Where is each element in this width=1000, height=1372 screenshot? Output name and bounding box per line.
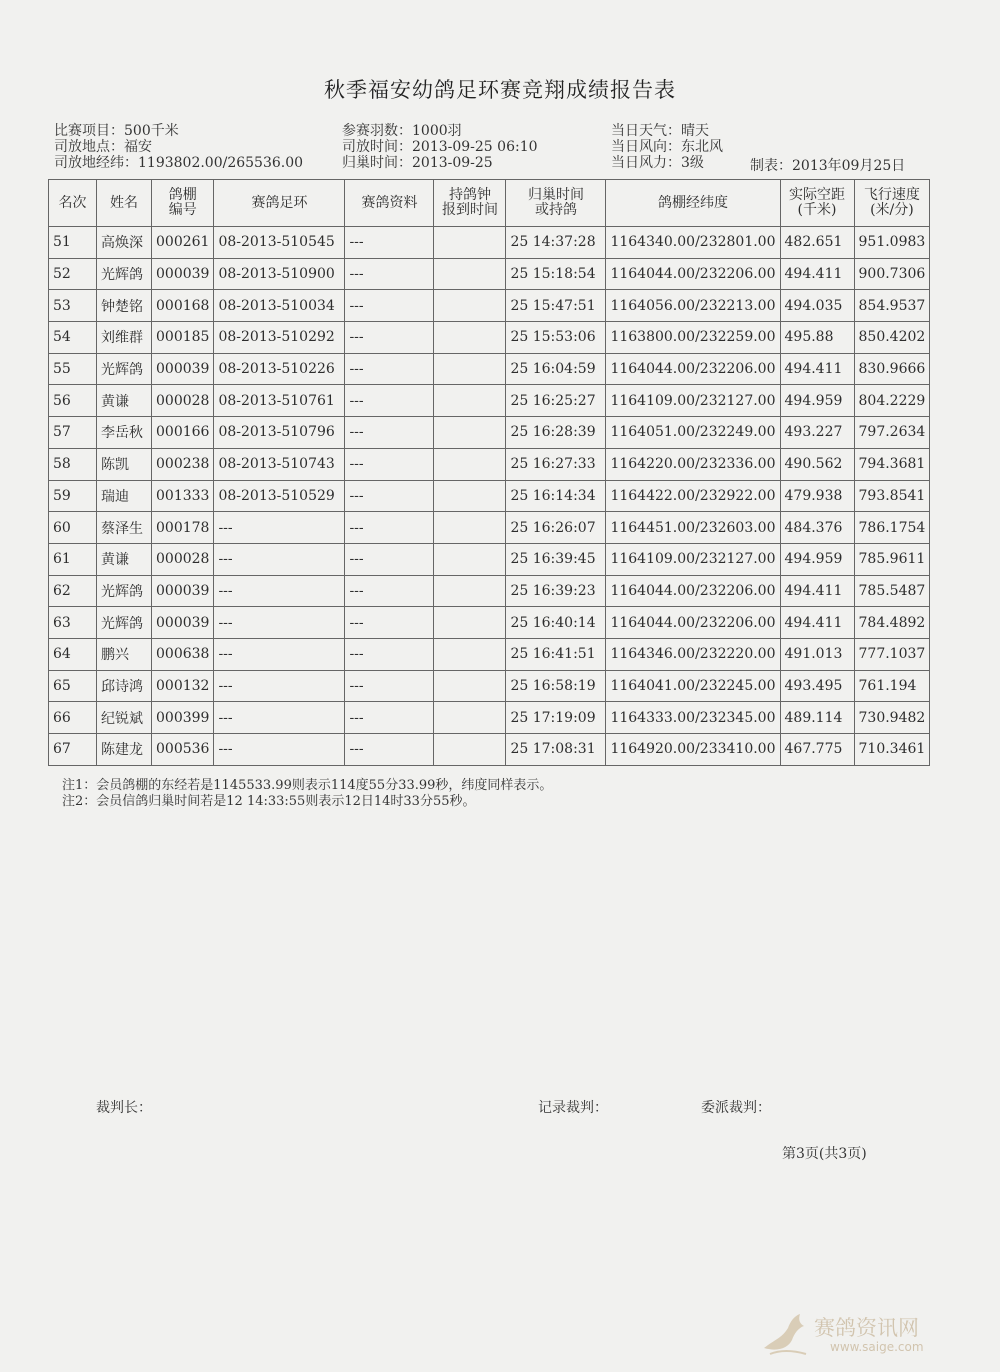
- table-row: [49, 607, 930, 639]
- table-cell: ---: [345, 607, 434, 639]
- table-cell: 1164109.00/232127.00: [606, 385, 780, 417]
- table-cell: 光辉鸽: [97, 575, 152, 607]
- note-2: 注2：会员信鸽归巢时间若是12 14:33:55则表示12日14时33分55秒。: [62, 794, 476, 809]
- table-cell: [434, 734, 506, 766]
- table-cell: 62: [49, 575, 97, 607]
- table-cell: 494.411: [780, 353, 854, 385]
- meta-label: 比赛项目：: [54, 123, 124, 139]
- table-cell: 1164451.00/232603.00: [606, 512, 780, 544]
- table-cell: 08-2013-510796: [214, 417, 345, 449]
- column-header: 赛鸽足环: [214, 180, 345, 227]
- table-cell: 1164044.00/232206.00: [606, 607, 780, 639]
- table-cell: 25 15:18:54: [506, 258, 606, 290]
- table-cell: 黄谦: [97, 385, 152, 417]
- table-row: [49, 480, 930, 512]
- table-cell: ---: [345, 575, 434, 607]
- column-header: 姓名: [97, 180, 152, 227]
- table-cell: [434, 448, 506, 480]
- table-cell: 59: [49, 480, 97, 512]
- table-cell: 1164051.00/232249.00: [606, 417, 780, 449]
- table-cell: [434, 480, 506, 512]
- table-cell: ---: [345, 702, 434, 734]
- table-cell: 494.959: [780, 385, 854, 417]
- table-cell: 1164422.00/232922.00: [606, 480, 780, 512]
- table-cell: ---: [214, 670, 345, 702]
- table-cell: 493.227: [780, 417, 854, 449]
- notes: [62, 778, 552, 810]
- table-cell: ---: [214, 543, 345, 575]
- column-header: 实际空距 (千米): [780, 180, 854, 227]
- table-cell: ---: [345, 480, 434, 512]
- table-cell: 光辉鸽: [97, 607, 152, 639]
- table-cell: ---: [214, 702, 345, 734]
- table-cell: 李岳秋: [97, 417, 152, 449]
- table-cell: 494.035: [780, 290, 854, 322]
- watermark-name: 赛鸽资讯网: [814, 1316, 919, 1340]
- table-cell: [434, 322, 506, 354]
- table-cell: 25 16:58:19: [506, 670, 606, 702]
- table-cell: 25 15:53:06: [506, 322, 606, 354]
- table-row: [49, 322, 930, 354]
- table-cell: 08-2013-510529: [214, 480, 345, 512]
- table-cell: 000039: [152, 353, 214, 385]
- meta-label: 归巢时间：: [342, 155, 412, 171]
- table-cell: 467.775: [780, 734, 854, 766]
- table-cell: 854.9537: [854, 290, 930, 322]
- table-cell: 494.959: [780, 543, 854, 575]
- watermark-url: www.saige.com: [830, 1340, 924, 1354]
- results-table: [48, 179, 930, 766]
- table-cell: 纪锐斌: [97, 702, 152, 734]
- table-cell: 794.3681: [854, 448, 930, 480]
- table-cell: 08-2013-510761: [214, 385, 345, 417]
- report-title: 秋季福安幼鸽足环赛竞翔成绩报告表: [324, 78, 676, 102]
- table-row: [49, 512, 930, 544]
- table-cell: 494.411: [780, 607, 854, 639]
- table-cell: 761.194: [854, 670, 930, 702]
- table-cell: 000178: [152, 512, 214, 544]
- table-row: [49, 638, 930, 670]
- column-header: 鸽棚经纬度: [606, 180, 780, 227]
- table-cell: 25 16:39:23: [506, 575, 606, 607]
- table-cell: 钟楚铭: [97, 290, 152, 322]
- meta-value: 晴天: [681, 123, 709, 139]
- table-cell: 777.1037: [854, 638, 930, 670]
- table-cell: 蔡泽生: [97, 512, 152, 544]
- table-row: [49, 575, 930, 607]
- table-cell: 25 16:26:07: [506, 512, 606, 544]
- meta-column-3: [611, 123, 723, 171]
- table-cell: 瑞迪: [97, 480, 152, 512]
- table-cell: 邱诗鸿: [97, 670, 152, 702]
- table-cell: 光辉鸽: [97, 258, 152, 290]
- table-cell: [434, 543, 506, 575]
- table-cell: 25 14:37:28: [506, 227, 606, 259]
- table-cell: 491.013: [780, 638, 854, 670]
- table-cell: 64: [49, 638, 97, 670]
- column-header: 鸽棚 编号: [152, 180, 214, 227]
- table-cell: 493.495: [780, 670, 854, 702]
- table-row: [49, 670, 930, 702]
- meta-label: 当日风力：: [611, 155, 681, 171]
- meta-column-2: [342, 123, 538, 171]
- column-header: 飞行速度 (米/分): [854, 180, 930, 227]
- table-cell: [434, 575, 506, 607]
- table-cell: 000166: [152, 417, 214, 449]
- table-cell: 1164044.00/232206.00: [606, 258, 780, 290]
- table-cell: 61: [49, 543, 97, 575]
- table-cell: 光辉鸽: [97, 353, 152, 385]
- table-cell: 08-2013-510226: [214, 353, 345, 385]
- meta-value: 2013-09-25 06:10: [412, 139, 538, 155]
- table-cell: 高焕深: [97, 227, 152, 259]
- meta-label: 当日天气：: [611, 123, 681, 139]
- table-row: [49, 417, 930, 449]
- table-cell: 67: [49, 734, 97, 766]
- table-cell: 1164044.00/232206.00: [606, 353, 780, 385]
- meta-value: 1193802.00/265536.00: [138, 155, 304, 171]
- table-cell: 1163800.00/232259.00: [606, 322, 780, 354]
- table-cell: ---: [214, 734, 345, 766]
- table-cell: 25 16:14:34: [506, 480, 606, 512]
- table-cell: 830.9666: [854, 353, 930, 385]
- table-cell: 1164056.00/232213.00: [606, 290, 780, 322]
- table-cell: 66: [49, 702, 97, 734]
- table-cell: ---: [214, 575, 345, 607]
- table-cell: 1164109.00/232127.00: [606, 543, 780, 575]
- table-cell: 52: [49, 258, 97, 290]
- table-cell: 000638: [152, 638, 214, 670]
- table-cell: 57: [49, 417, 97, 449]
- table-row: [49, 227, 930, 259]
- table-cell: 000238: [152, 448, 214, 480]
- table-row: [49, 258, 930, 290]
- table-cell: ---: [345, 512, 434, 544]
- table-cell: 786.1754: [854, 512, 930, 544]
- table-cell: 000028: [152, 385, 214, 417]
- table-cell: 陈凯: [97, 448, 152, 480]
- table-cell: ---: [345, 385, 434, 417]
- table-cell: 63: [49, 607, 97, 639]
- table-cell: ---: [345, 353, 434, 385]
- table-cell: 60: [49, 512, 97, 544]
- table-cell: 000536: [152, 734, 214, 766]
- table-cell: 000399: [152, 702, 214, 734]
- table-cell: 55: [49, 353, 97, 385]
- page-number: 第3页(共3页): [782, 1146, 867, 1162]
- table-cell: 1164220.00/232336.00: [606, 448, 780, 480]
- meta-value: 福安: [124, 139, 152, 155]
- table-cell: 000039: [152, 607, 214, 639]
- table-cell: 482.651: [780, 227, 854, 259]
- table-cell: 1164041.00/232245.00: [606, 670, 780, 702]
- made-date: 制表：2013年09月25日: [750, 158, 906, 174]
- table-cell: 001333: [152, 480, 214, 512]
- table-cell: ---: [345, 638, 434, 670]
- table-cell: 25 16:04:59: [506, 353, 606, 385]
- column-header: 持鸽钟 报到时间: [434, 180, 506, 227]
- table-cell: ---: [345, 258, 434, 290]
- table-cell: 000039: [152, 575, 214, 607]
- meta-label: 当日风向：: [611, 139, 681, 155]
- table-cell: [434, 512, 506, 544]
- table-cell: 1164044.00/232206.00: [606, 575, 780, 607]
- table-cell: 黄谦: [97, 543, 152, 575]
- table-cell: 1164346.00/232220.00: [606, 638, 780, 670]
- table-row: [49, 734, 930, 766]
- table-cell: 489.114: [780, 702, 854, 734]
- meta-column-1: [54, 123, 303, 171]
- table-cell: 08-2013-510900: [214, 258, 345, 290]
- table-cell: [434, 353, 506, 385]
- table-cell: 53: [49, 290, 97, 322]
- table-cell: [434, 227, 506, 259]
- meta-value: 东北风: [681, 139, 723, 155]
- table-cell: 25 16:39:45: [506, 543, 606, 575]
- table-cell: 鹏兴: [97, 638, 152, 670]
- recording-judge-signature: 记录裁判：: [538, 1100, 608, 1116]
- table-cell: 25 15:47:51: [506, 290, 606, 322]
- table-cell: 494.411: [780, 258, 854, 290]
- table-cell: ---: [345, 734, 434, 766]
- table-cell: ---: [345, 543, 434, 575]
- table-cell: 494.411: [780, 575, 854, 607]
- table-cell: 65: [49, 670, 97, 702]
- deputy-judge-signature: 委派裁判：: [701, 1100, 771, 1116]
- table-cell: [434, 702, 506, 734]
- table-cell: 25 17:19:09: [506, 702, 606, 734]
- table-cell: 56: [49, 385, 97, 417]
- table-cell: ---: [345, 322, 434, 354]
- table-cell: 793.8541: [854, 480, 930, 512]
- table-cell: 51: [49, 227, 97, 259]
- table-cell: 951.0983: [854, 227, 930, 259]
- meta-value: 3级: [681, 155, 704, 171]
- table-row: [49, 385, 930, 417]
- meta-value: 500千米: [124, 123, 179, 139]
- table-row: [49, 448, 930, 480]
- column-header: 名次: [49, 180, 97, 227]
- table-cell: 000168: [152, 290, 214, 322]
- table-cell: 54: [49, 322, 97, 354]
- table-cell: 785.9611: [854, 543, 930, 575]
- chief-judge-signature: 裁判长：: [96, 1100, 152, 1116]
- table-cell: 08-2013-510292: [214, 322, 345, 354]
- table-cell: [434, 385, 506, 417]
- table-cell: 08-2013-510034: [214, 290, 345, 322]
- table-cell: 850.4202: [854, 322, 930, 354]
- table-cell: ---: [345, 290, 434, 322]
- table-cell: 1164333.00/232345.00: [606, 702, 780, 734]
- table-cell: ---: [345, 670, 434, 702]
- meta-value: 2013-09-25: [412, 155, 493, 171]
- table-cell: 25 16:41:51: [506, 638, 606, 670]
- table-cell: 495.88: [780, 322, 854, 354]
- table-row: [49, 353, 930, 385]
- table-cell: 25 16:25:27: [506, 385, 606, 417]
- table-header-row: [49, 180, 930, 227]
- column-header: 归巢时间 或持鸽: [506, 180, 606, 227]
- table-cell: 58: [49, 448, 97, 480]
- table-cell: [434, 290, 506, 322]
- table-cell: ---: [214, 638, 345, 670]
- table-cell: 08-2013-510743: [214, 448, 345, 480]
- column-header: 赛鸽资料: [345, 180, 434, 227]
- table-cell: ---: [345, 417, 434, 449]
- meta-label: 参赛羽数：: [342, 123, 412, 139]
- table-cell: [434, 607, 506, 639]
- meta-label: 司放地点：: [54, 139, 124, 155]
- table-row: [49, 702, 930, 734]
- table-cell: 784.4892: [854, 607, 930, 639]
- meta-label: 司放地经纬：: [54, 155, 138, 171]
- table-cell: ---: [345, 227, 434, 259]
- table-cell: 08-2013-510545: [214, 227, 345, 259]
- table-cell: 900.7306: [854, 258, 930, 290]
- table-cell: 25 16:27:33: [506, 448, 606, 480]
- table-cell: 1164340.00/232801.00: [606, 227, 780, 259]
- table-cell: 000261: [152, 227, 214, 259]
- pigeon-logo-icon: [760, 1310, 810, 1356]
- table-cell: 000039: [152, 258, 214, 290]
- table-cell: [434, 417, 506, 449]
- table-cell: 25 16:40:14: [506, 607, 606, 639]
- table-cell: 25 17:08:31: [506, 734, 606, 766]
- table-cell: ---: [214, 607, 345, 639]
- table-row: [49, 290, 930, 322]
- table-cell: 25 16:28:39: [506, 417, 606, 449]
- table-cell: 490.562: [780, 448, 854, 480]
- meta-value: 1000羽: [412, 123, 462, 139]
- table-cell: 484.376: [780, 512, 854, 544]
- table-cell: 804.2229: [854, 385, 930, 417]
- table-cell: 000028: [152, 543, 214, 575]
- table-cell: [434, 638, 506, 670]
- table-cell: 797.2634: [854, 417, 930, 449]
- table-cell: 000132: [152, 670, 214, 702]
- table-cell: 陈建龙: [97, 734, 152, 766]
- watermark: [760, 1308, 980, 1360]
- table-cell: 710.3461: [854, 734, 930, 766]
- table-cell: 730.9482: [854, 702, 930, 734]
- table-cell: 1164920.00/233410.00: [606, 734, 780, 766]
- table-cell: 785.5487: [854, 575, 930, 607]
- table-cell: 000185: [152, 322, 214, 354]
- table-cell: ---: [345, 448, 434, 480]
- table-cell: [434, 670, 506, 702]
- table-cell: [434, 258, 506, 290]
- table-cell: ---: [214, 512, 345, 544]
- table-cell: 刘维群: [97, 322, 152, 354]
- meta-label: 司放时间：: [342, 139, 412, 155]
- note-1: 注1：会员鸽棚的东经若是1145533.99则表示114度55分33.99秒，纬度同样表示。: [62, 778, 553, 793]
- table-cell: 479.938: [780, 480, 854, 512]
- table-row: [49, 543, 930, 575]
